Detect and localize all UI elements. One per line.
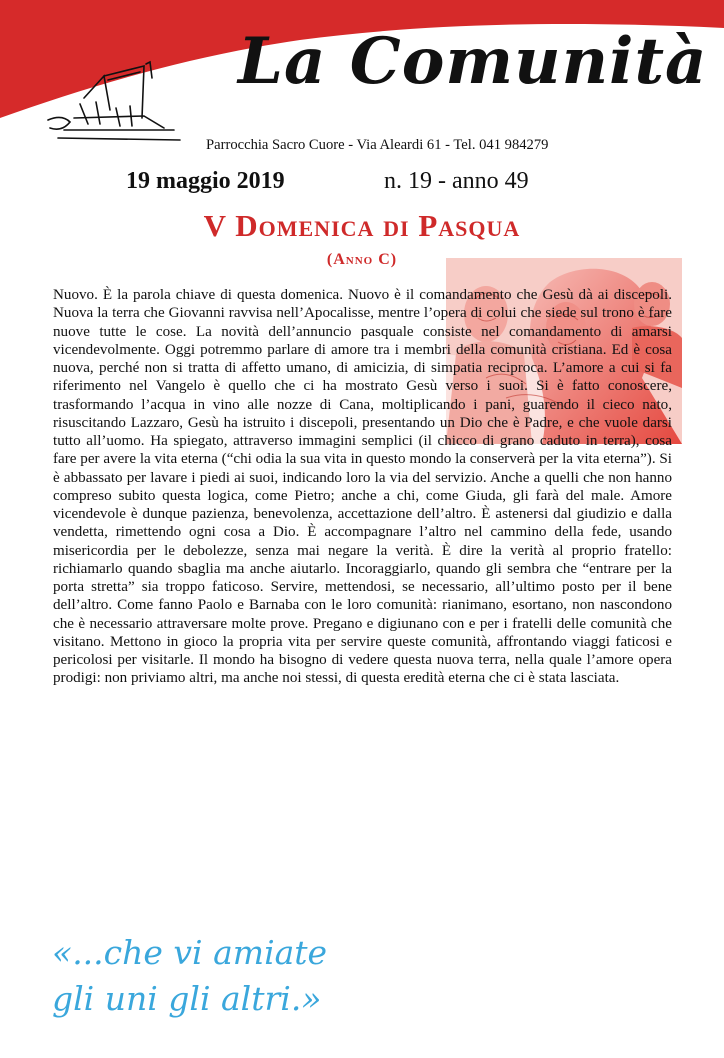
article-subtitle: (Anno C) (326, 251, 398, 268)
issue-number: n. 19 - anno 49 (384, 168, 529, 194)
parish-info: Parrocchia Sacro Cuore - Via Aleardi 61 - Tel. 041 984279 (206, 137, 549, 153)
pull-quote (52, 930, 372, 1022)
illustration-wrap-space (446, 898, 672, 1056)
pull-quote-line-2: gli uni gli altri.» (52, 979, 322, 1018)
pull-quote-line-1: «...che vi amiate (52, 933, 328, 972)
church-sketch-icon (44, 58, 184, 148)
issue-date: 19 maggio 2019 (126, 168, 285, 194)
article-text: Nuovo. È la parola chiave di questa domenica. Nuovo è il comandamento che Gesù dà ai discepoli. Nuova la terra che Giovanni ravvisa nell’Apocalisse, mentre l’opera di colui che siede sul trono è fare nuove tutte le cose. La novità dell’annuncio pasquale consiste nel comandamento di amarsi vicendevolmente. Oggi potremmo parlare di amore tra i membri della comunità cristiana. Ed è cosa nuova, perché non si tratta di affetto umano, di amicizia, di simpatia reciproca. L’amore a cui si fa riferimento nel Vangelo è quello che ci ha mostrato Gesù verso i suoi. Si è fatto conoscere, trasformando l’acqua in vino alle nozze di Cana, moltiplicando i pani, guarendo il cieco nato, risuscitando Lazzaro, Gesù ha istruito i discepoli, presentando un Dio che è Padre, e che vuole darsi tutto all’uomo. Ha spiegato, attraverso immagini semplici (il chicco di grano caduto in terra), cosa fare per avere la vita eterna (“chi odia la sua vita in questo mondo la conserverà per la vita eterna”). Si è abbassato per lavare i piedi ai suoi, indicando loro la via del servizio. Anche a quelli che non hanno compreso subito questa logica, come Pietro; anche a chi, come Giuda, gli farà del male. Amore vicendevole è dunque pazienza, benevolenza, accettazione dell’altro. È astenersi dal giudizio e dalla vendetta, rimettendo ogni cosa a Dio. È accompagnare l’altro nel cammino della fede, usando misericordia per le debolezze, senza mai negare la verità. È dire la verità al proprio fratello: richiamarlo quando sbaglia ma anche aiutarlo. Incoraggiarlo, quando gli sembra che “entrare per la porta stretta” sia troppo faticoso. Servire, mettendosi, se necessario, all’ultimo posto per il bene dell’altro. Come fanno Paolo e Barnaba con le loro comunità: rianimano, esortano, non nascondono che è necessario attraversare molte prove. Pregano e digiunano con e per i fratelli delle comunità che visitano. Mettono in gioco la propria vita per servire queste comunità, affrontando viaggi faticosi e pericolosi per visitarle. Il mondo ha bisogno di vedere questa nuova terra, nella quale l’amore opera prodigi: non priviamo altri, ma anche noi stessi, di questa eredità eterna che ci è stata lasciata. (53, 287, 672, 687)
masthead-title: La Comunità (238, 24, 708, 99)
article-title: V Domenica di Pasqua (203, 208, 521, 243)
